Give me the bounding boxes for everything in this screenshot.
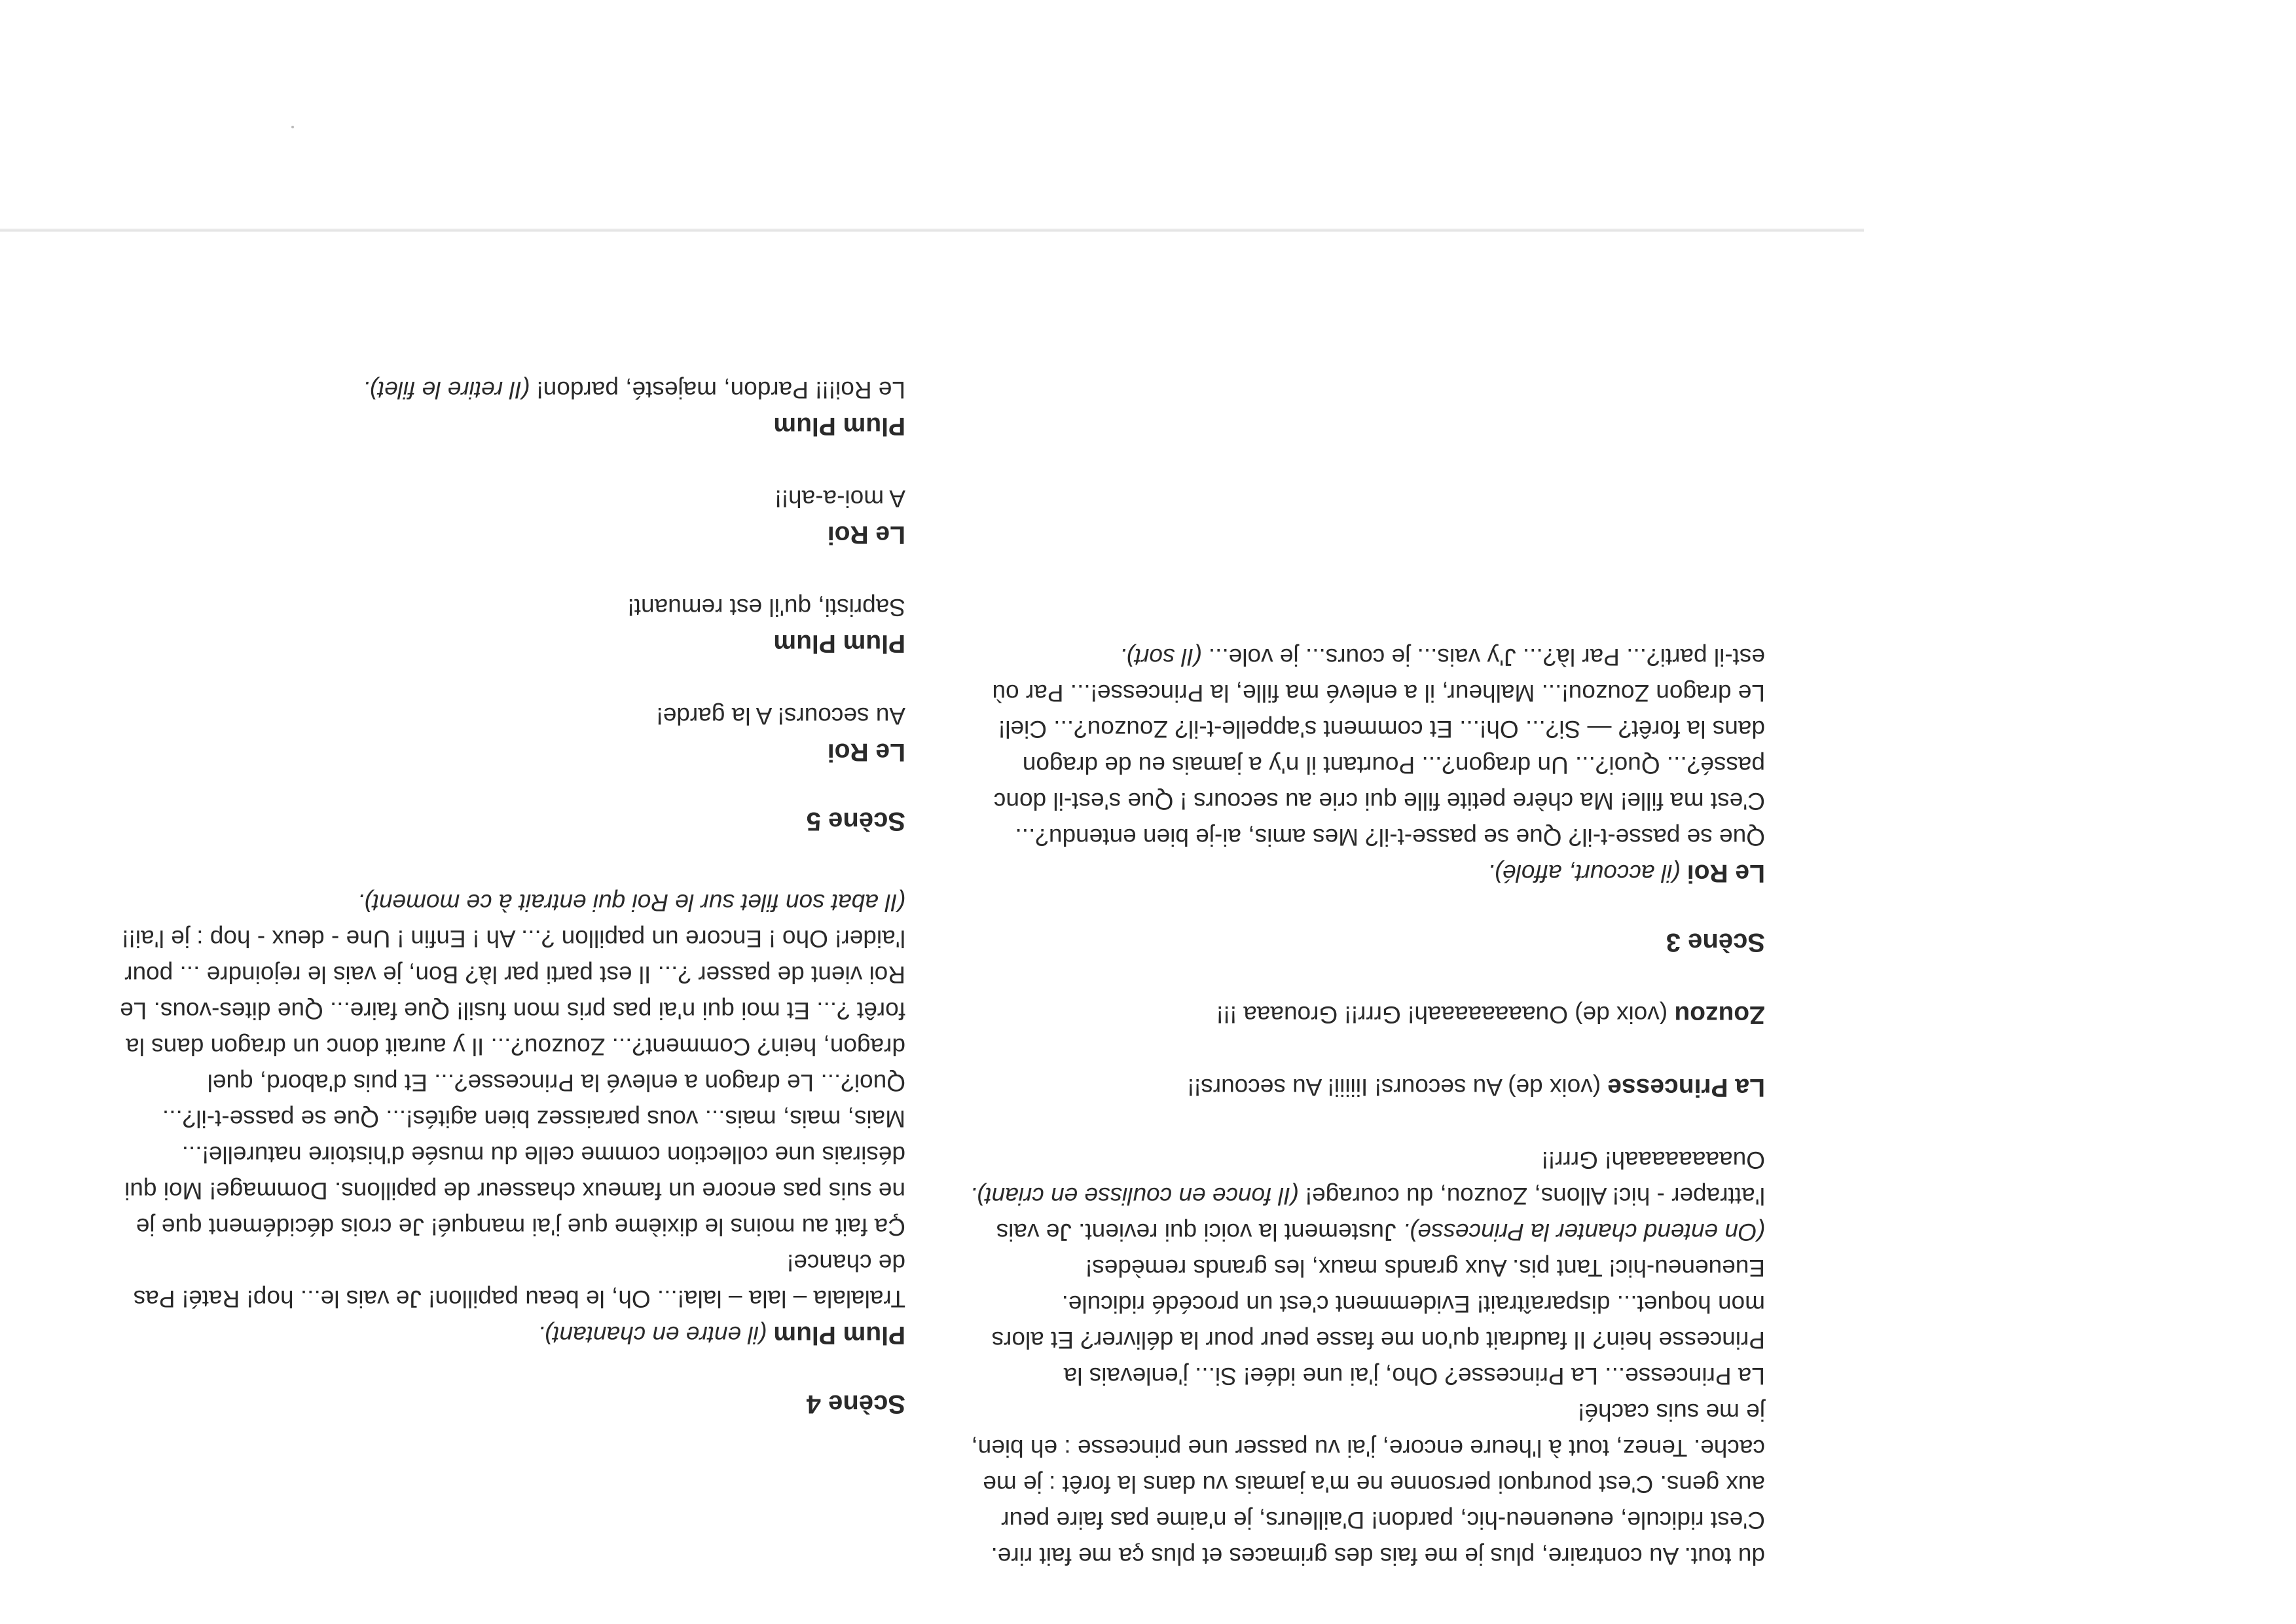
stage-direction: (On entend chanter la Princesse). (1402, 1219, 1765, 1246)
speaker-name: Le Roi (827, 738, 905, 766)
fold-line (0, 229, 1864, 232)
stage-direction: (Il retire le filet). (363, 377, 530, 403)
stage-direction: (Il abat son filet sur le Roi qui entrait à ce moment). (357, 889, 905, 916)
line-text: Le Roi!!! Pardon, majesté, pardon! (530, 377, 905, 403)
roi-speaker (966, 855, 1765, 891)
scene-heading: Scène 3 (1666, 928, 1765, 957)
right-column (120, 372, 905, 1422)
left-column (966, 639, 1765, 1574)
speaker-name: Le Roi (1686, 859, 1765, 887)
dust-speck (291, 126, 294, 128)
plum-final-line (120, 372, 905, 408)
speaker-name: Le Roi (827, 521, 905, 549)
roi-line (966, 639, 1765, 855)
line-text: (voix de) Au secours! Iiiiii! Au secours!! (1187, 1074, 1608, 1101)
zouzou-line (966, 997, 1765, 1033)
monologue-paragraph: La Princesse... La Princesse? Oho, j'ai une idée! Si... j'enlevais la Princesse hein? Il faudrait qu'on me fasse peur pour la délivrer? Et alors mon hoquet... disparaîtrait! Evidemment c'est un procédé ridicule. Eueueneu-hic! Tant pis. Aux grands maux, les grands remèdes! (991, 1255, 1765, 1390)
stage-direction: (il accourt, affolé). (1487, 860, 1687, 887)
stage-direction: (Il sort). (1120, 644, 1202, 671)
princesse-line (966, 1069, 1765, 1105)
line-text: Sapristi, qu'il est remuant! (627, 594, 905, 621)
scene-heading: Scène 4 (806, 1390, 905, 1418)
line-text: Que se passe-t-il? Que se passe-t-il? Mes amis, ai-je bien entendu?... C'est ma fille! Ma chère petite fille qui crie au secours ! Que s'est-il donc passé?... Quoi?... Un dragon?... Pourtant il n'y a jamais eu de dragon dans la forêt? — Si?... Oh!... Et comment s'appelle-t-il? Zouzou?... Ciel! Le dragon Zouzou!... Malheur, il a enlevé ma fille, la Princesse!... Par où est-il parti?... Par là?... J'y vais... je cours... je vole... (992, 644, 1765, 851)
stage-direction: (il entre en chantant). (538, 1321, 774, 1348)
line-text: Ouaaaaaaaah! Grrr!! (1541, 1147, 1765, 1173)
plum-line: Tralalala – lala – lala!... Oh, le beau papillon! Je vais le... hop! Raté! Pas de chance! (133, 1249, 905, 1312)
stage-direction: (Il fonce en coulisse en criant). (970, 1183, 1299, 1209)
speaker-name: Plum Plum (773, 629, 905, 657)
monologue-paragraph: du tout. Au contraire, plus je me fais des grimaces et plus ça me fait rire. C'est ridicule, eueueneu-hic, pardon! D'ailleurs, je n'aime pas faire peur aux gens. C'est pourquoi personne ne m'a jamais vu dans la forêt : je me cache. Tenez, tout à l'heure encore, j'ai vu passer une princesse : eh bien, je me suis caché! (971, 1399, 1765, 1570)
speaker-name: La Princesse (1607, 1073, 1765, 1101)
scene-heading: Scène 5 (806, 807, 905, 836)
line-text: A moi-a-ah!! (774, 485, 905, 512)
plum-speaker (120, 1317, 905, 1353)
line-text: Justement la voici qui revient. Je vais l'attraper - hic! Allons, Zouzou, du courage! (996, 1183, 1765, 1246)
line-text: Au secours! A la garde! (656, 703, 905, 729)
speaker-name: Plum Plum (773, 1321, 905, 1349)
plum-line: Ça fait au moins le dixième que j'ai manqué! Je crois décidément que je ne suis pas encore un fameux chasseur de papillons. Dommage! Moi qui désirais une collection comme celle du musée d'histoire naturelle!... Mais, mais, mais... vous paraissez bien agités!... Que se passe-t-il?... Quoi?... Le dragon a enlevé la Princesse?... Et puis d'abord, quel dragon, hein? Comment?... Zouzou?... Il y aurait donc un dragon dans la forêt ?... Et moi qui n'ai pas pris mon fusil! Que faire... Que dites-vous. Le Roi vient de passer ?... Il est parti par là? Bon, je vais le rejoindre ... pour l'aider! Oho ! Encore un papillon ?... Ah ! Enfin ! Une - deux - hop : je l'ai!! (120, 925, 905, 1240)
speaker-name: Zouzou (1674, 1001, 1765, 1029)
speaker-name: Plum Plum (773, 412, 905, 440)
line-text: (voix de) Ouaaaaaaaah! Grrr!! Grouaaa !!! (1216, 1001, 1675, 1028)
monologue-paragraph (966, 1142, 1765, 1250)
